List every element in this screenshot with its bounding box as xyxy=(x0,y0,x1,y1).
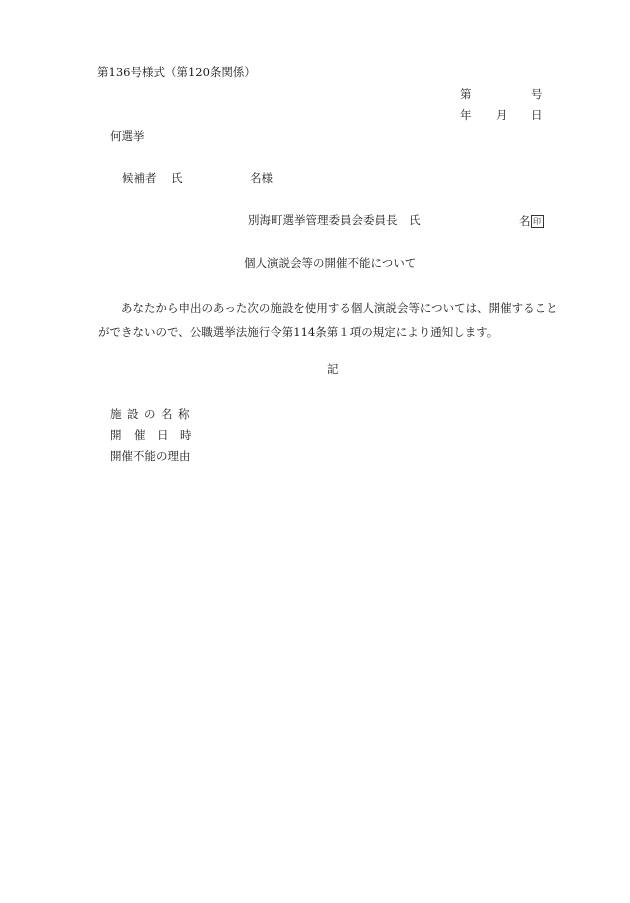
form-header: 第136号様式（第120条関係） xyxy=(97,65,256,79)
seal-mark: 印 xyxy=(531,215,544,228)
date-day: 日 xyxy=(531,108,543,122)
item-reason: 開催不能の理由 xyxy=(110,449,191,463)
sender-title: 別海町選挙管理委員会委員長 xyxy=(248,213,398,227)
addressee-role: 候補者 xyxy=(122,171,157,185)
date-year: 年 xyxy=(460,108,472,122)
ki-heading: 記 xyxy=(327,362,339,376)
date-month: 月 xyxy=(496,108,508,122)
addressee-shi: 氏 xyxy=(171,171,183,185)
item-datetime: 開 催 日 時 xyxy=(110,428,192,442)
number-suffix: 号 xyxy=(531,87,543,101)
election-name: 何選挙 xyxy=(110,129,145,143)
addressee-mei-sama: 名様 xyxy=(250,171,273,185)
item-facility-name: 施 設 の 名 称 xyxy=(110,407,190,421)
number-prefix: 第 xyxy=(460,87,472,101)
body-paragraph xyxy=(98,296,558,344)
sender-mei-label: 名 xyxy=(519,214,531,228)
sender-mei xyxy=(519,215,544,228)
sender-shi: 氏 xyxy=(409,213,421,227)
body-line-2: ができないので、公職選挙法施行令第114条第１項の規定により通知します。 xyxy=(98,325,499,339)
subject-title: 個人演説会等の開催不能について xyxy=(244,256,417,270)
body-line-1: あなたから申出のあった次の施設を使用する個人演説会等については、開催すること xyxy=(121,301,558,315)
